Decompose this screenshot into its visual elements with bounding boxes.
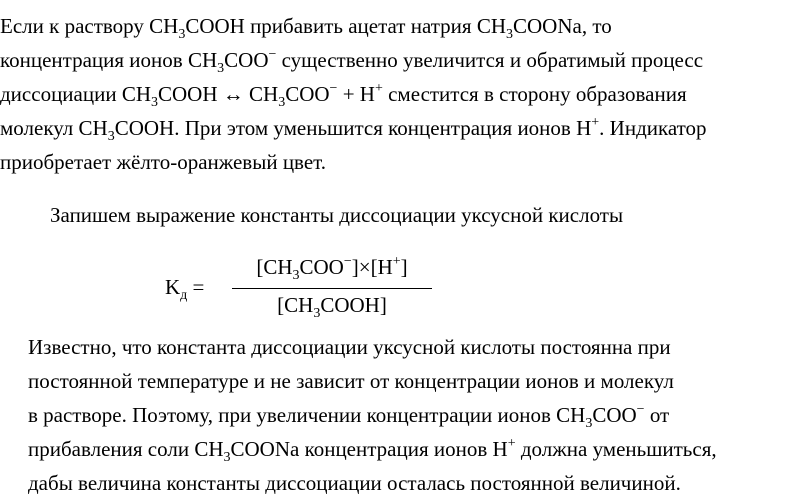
text-run: должна уменьшиться, [515, 437, 717, 461]
text-line [0, 145, 707, 179]
subscript: 3 [506, 27, 513, 42]
text-run: сместится в сторону образования [382, 82, 687, 106]
text-run: COOH ↔ CH [158, 82, 279, 106]
text-run: постоянной температуре и не зависит от концентрации ионов и молекул [28, 369, 674, 393]
text-run: [CH [277, 293, 314, 317]
superscript: + [392, 254, 401, 269]
text-run: . Индикатор [599, 116, 707, 140]
superscript: − [268, 47, 277, 62]
subscript: 3 [223, 450, 231, 465]
text-run: Запишем выражение константы диссоциации уксусной кислоты [50, 203, 624, 227]
subscript: 3 [178, 27, 186, 42]
fraction-denominator [232, 288, 432, 322]
constant-symbol [165, 270, 204, 304]
text-line [28, 432, 717, 466]
subscript: 3 [217, 61, 225, 76]
text-line [28, 364, 717, 398]
subscript: 3 [278, 95, 286, 110]
text-run: молекул CH [0, 116, 108, 140]
text-line [50, 198, 623, 232]
text-run: ]×[H [351, 255, 393, 279]
text-run: COONa, то [513, 14, 612, 38]
text-run: концентрация ионов CH [0, 48, 218, 72]
text-line [28, 330, 717, 364]
dissociation-constant-formula [0, 248, 800, 328]
text-run: COONa концентрация ионов H [230, 437, 508, 461]
text-run: Известно, что константа диссоциации уксусной кислоты постоянна при [28, 335, 671, 359]
subscript: 3 [313, 306, 321, 321]
text-run: K [165, 275, 181, 299]
text-run: COOH прибавить ацетат натрия CH [185, 14, 506, 38]
text-run: COO [592, 403, 637, 427]
text-run: + H [337, 82, 375, 106]
subscript: 3 [151, 95, 158, 110]
text-run: дабы величина константы диссоциации осталась постоянной величиной. [28, 471, 681, 495]
text-line [28, 398, 717, 432]
paragraph-intro-formula [50, 198, 623, 232]
text-line [28, 466, 717, 500]
subscript: 3 [292, 268, 300, 283]
text-run: приобретает жёлто-оранжевый цвет. [0, 150, 327, 174]
text-line [0, 43, 707, 77]
superscript: − [636, 402, 645, 417]
text-run: COOH. При этом уменьшится концентрация ионов H [114, 116, 592, 140]
text-line [0, 77, 707, 111]
superscript: − [343, 254, 352, 269]
text-run: = [187, 275, 205, 299]
paragraph-conclusion [28, 330, 717, 500]
superscript: + [507, 436, 516, 451]
text-run: [CH [256, 255, 293, 279]
superscript: + [374, 81, 383, 96]
text-run: в растворе. Поэтому, при увеличении концентрации ионов CH [28, 403, 586, 427]
text-run: COOH] [320, 293, 387, 317]
fraction-numerator [232, 250, 432, 284]
text-run: ] [400, 255, 408, 279]
text-run: существенно увеличится и обратимый процесс [276, 48, 704, 72]
subscript: д [180, 288, 188, 303]
superscript: + [591, 115, 600, 130]
text-run: COO [285, 82, 330, 106]
text-run: от [644, 403, 670, 427]
superscript: − [329, 81, 338, 96]
text-run: COO [299, 255, 344, 279]
text-run: диссоциации CH [0, 82, 151, 106]
text-line [0, 111, 707, 145]
subscript: 3 [107, 129, 115, 144]
paragraph-effect-of-acetate [0, 9, 707, 179]
text-run: COO [224, 48, 269, 72]
subscript: 3 [585, 416, 593, 431]
text-run: прибавления соли CH [28, 437, 224, 461]
text-run: Если к раствору CH [0, 14, 179, 38]
text-line [0, 9, 707, 43]
